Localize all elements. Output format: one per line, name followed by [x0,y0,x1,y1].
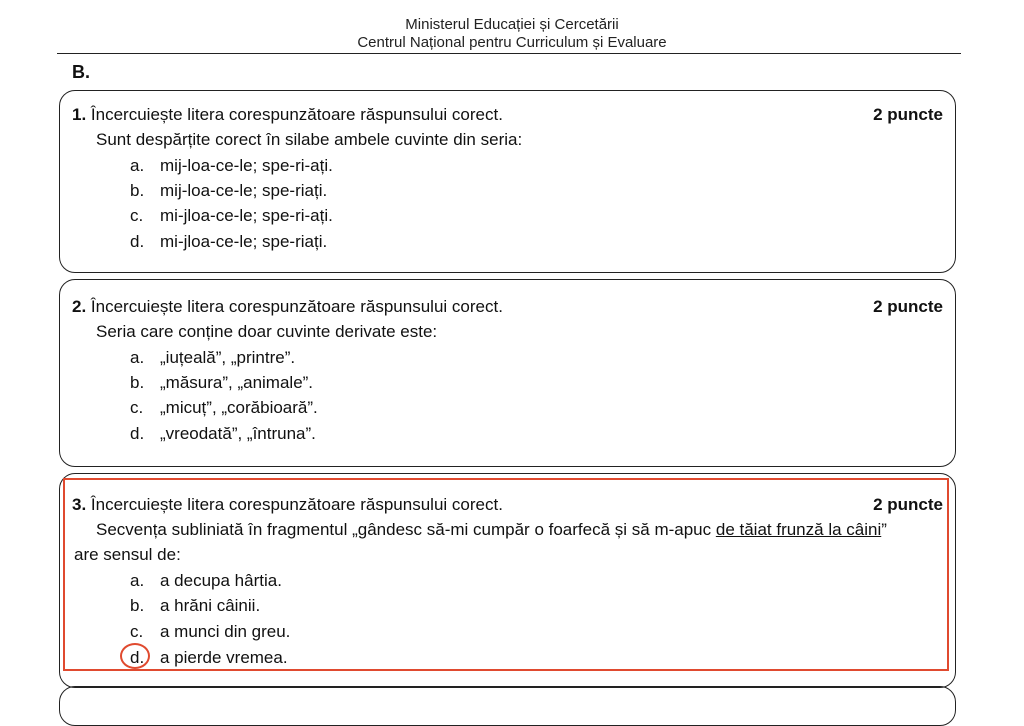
question-1-option-a[interactable]: a. mij-loa-ce-le; spe-ri-ați. [130,156,333,175]
question-3-prompt-text: Secvența subliniată în fragmentul „gândesc să-mi cumpăr o foarfecă și să m-apuc [96,520,716,539]
question-1-instruction: Încercuiește litera corespunzătoare răspunsului corect. [90,105,503,124]
question-2-instruction: Încercuiește litera corespunzătoare răspunsului corect. [90,297,503,316]
answer-circle-mark [120,643,150,669]
question-3-number: 3. [72,495,87,514]
question-2-prompt: Seria care conține doar cuvinte derivate este: [96,322,438,341]
header-divider [57,53,961,54]
question-1-option-c[interactable]: c. mi-jloa-ce-le; spe-ri-ați. [130,206,333,225]
header-ministry: Ministerul Educației și Cercetării [405,16,619,33]
question-2-points: 2 puncte [873,297,943,316]
document-header [0,16,1024,52]
question-1-points: 2 puncte [873,105,943,124]
question-2-instruction-line [72,297,503,317]
question-3-option-d[interactable]: d. a pierde vremea. [130,648,288,667]
question-2-option-c[interactable]: c. „micuț”, „corăbioară”. [130,398,318,417]
question-3-option-c[interactable]: c. a munci din greu. [130,622,291,641]
question-3-underlined-sequence: de tăiat frunză la câini [715,520,882,539]
question-3-instruction-line [72,495,503,515]
question-2-number: 2. [72,297,87,316]
question-2-option-a[interactable]: a. „iuțeală”, „printre”. [130,348,296,367]
question-2-option-b[interactable]: b. „măsura”, „animale”. [130,373,314,392]
question-3-prompt [96,520,887,540]
question-1-instruction-line [72,105,503,125]
question-1-prompt: Sunt despărțite corect în silabe ambele cuvinte din seria: [96,130,523,149]
question-1-option-d[interactable]: d. mi-jloa-ce-le; spe-riați. [130,232,328,251]
question-3-prompt-line2: are sensul de: [74,545,181,564]
question-1-number: 1. [72,105,87,124]
section-label: B. [72,62,90,82]
question-box-4-partial [59,686,956,726]
question-3-option-a[interactable]: a. a decupa hârtia. [130,571,282,590]
question-3-instruction: Încercuiește litera corespunzătoare răspunsului corect. [90,495,503,514]
question-1-option-b[interactable]: b. mij-loa-ce-le; spe-riați. [130,181,328,200]
question-3-prompt-end: ” [881,520,887,539]
question-2-option-d[interactable]: d. „vreodată”, „întruna”. [130,424,316,443]
question-3-points: 2 puncte [873,495,943,514]
header-center: Centrul Național pentru Curriculum și Evaluare [357,34,667,51]
question-3-option-b[interactable]: b. a hrăni câinii. [130,596,261,615]
